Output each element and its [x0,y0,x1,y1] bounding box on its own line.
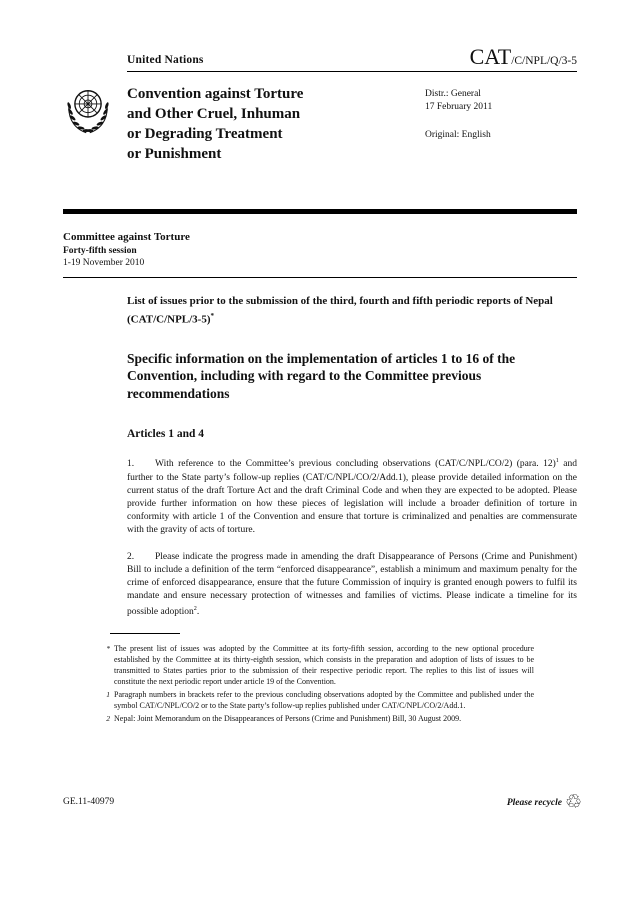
paragraph-1-text-continued: and further to the State party’s follow-up replies (CAT/C/NPL/CO/2/Add.1), please provide detailed information on the current status of the draft Torture Act and the draft Criminal Code and when they are expected to be adopted. Please provide further information on how these pieces of legislation will include a broader definition of torture in conformity with article 1 of the Convention and ensure that torture is criminalized and penalties are commensurate with the gravity of acts of torture. [127,459,577,536]
footnote-separator [110,633,180,634]
specific-information-title: Specific information on the implementation of articles 1 to 16 of the Convention, including with regard to the Committee previous recommendations [127,350,516,401]
please-recycle-label: Please recycle [506,797,562,808]
footnote-text: Paragraph numbers in brackets refer to the previous concluding observations adopted by the Committee and published under the symbol CAT/C/NPL/CO/2 or to the State party’s follow-up replies published under CAT/C/NPL/CO/2/Add.1. [114,690,534,710]
paragraph-2 [127,551,577,620]
footnote-text: Nepal: Joint Memorandum on the Disappearances of Persons (Crime and Punishment) Bill, 30 August 2009. [114,714,462,723]
date-line: 17 February 2011 [425,102,493,112]
paragraph-2-number: 2. [127,551,135,562]
divider-rule [63,277,577,278]
footnote-text: The present list of issues was adopted by the Committee at its forty-fifth session, according to the new optional procedure established by the Committee at its thirty-eighth session, which consists in the preparation and adoption of lists of issues to be transmitted to States parties prior to the submission of their respective periodic report. The replies to this list of issues will constitute the next periodic report under article 19 of the Convention. [114,644,534,686]
footnote-marker: * [106,644,110,653]
header-rule [127,71,577,72]
footnote-ref-1: 1 [555,458,559,465]
convention-title-line: and Other Cruel, Inhuman [127,106,301,122]
footnote-marker: 2 [106,714,110,723]
divider-bar [63,209,577,214]
footnotes-section [100,633,534,726]
footnote-ref-2: 2 [193,606,197,613]
footnote-2 [100,713,534,724]
un-emblem-icon [60,82,116,138]
original-language-line: Original: English [425,130,491,140]
session-block [63,231,190,268]
paragraph-1 [127,455,577,537]
footnote-ref-asterisk: * [210,312,215,320]
paragraph-2-text-continued: . [196,607,200,618]
please-recycle-block [507,793,582,812]
list-of-issues-title [127,294,567,328]
committee-name: Committee against Torture [63,231,190,243]
paragraph-2-text: Please indicate the progress made in amending the draft Disappearance of Persons (Crime and Punishment) Bill to include a definition of the term “enforced disappearance”, establish a minimum and maximum penalty for the crime of enforced disappearance, ensure that the future Commission of inquiry is granted enough powers to fulfil its mandate and ensure necessary protection of witnesses and families of victims. Please indicate a timeline for its possible adoption [127,551,577,618]
ge-reference-number: GE.11-40979 [63,797,115,807]
footnote-1 [100,689,534,711]
footnote-asterisk [100,643,534,687]
convention-title-line: Convention against Torture [127,86,304,102]
document-symbol-rest: /C/NPL/Q/3-5 [511,55,577,67]
distr-line: Distr.: General [425,89,481,99]
section-heading-articles-1-and-4: Articles 1 and 4 [127,428,204,441]
document-symbol [470,44,577,70]
convention-title-line: or Degrading Treatment [127,126,283,142]
recycle-icon: ♲ [564,792,582,813]
footnote-marker: 1 [106,690,110,699]
distribution-info [425,88,492,142]
paragraph-1-text: With reference to the Committee’s previous concluding observations (CAT/C/NPL/CO/2) (para. 12) [155,459,556,470]
list-of-issues-title-text: List of issues prior to the submission of the third, fourth and fifth periodic reports of Nepal (CAT/C/NPL/3-5) [127,295,553,326]
paragraph-1-number: 1. [127,459,135,470]
convention-title-line: or Punishment [127,146,222,162]
org-name: United Nations [127,54,204,66]
document-symbol-main: CAT [469,44,512,69]
document-body [127,294,577,633]
session-dates: 1-19 November 2010 [63,258,145,268]
session-name: Forty-fifth session [63,246,137,256]
convention-title [127,84,387,164]
